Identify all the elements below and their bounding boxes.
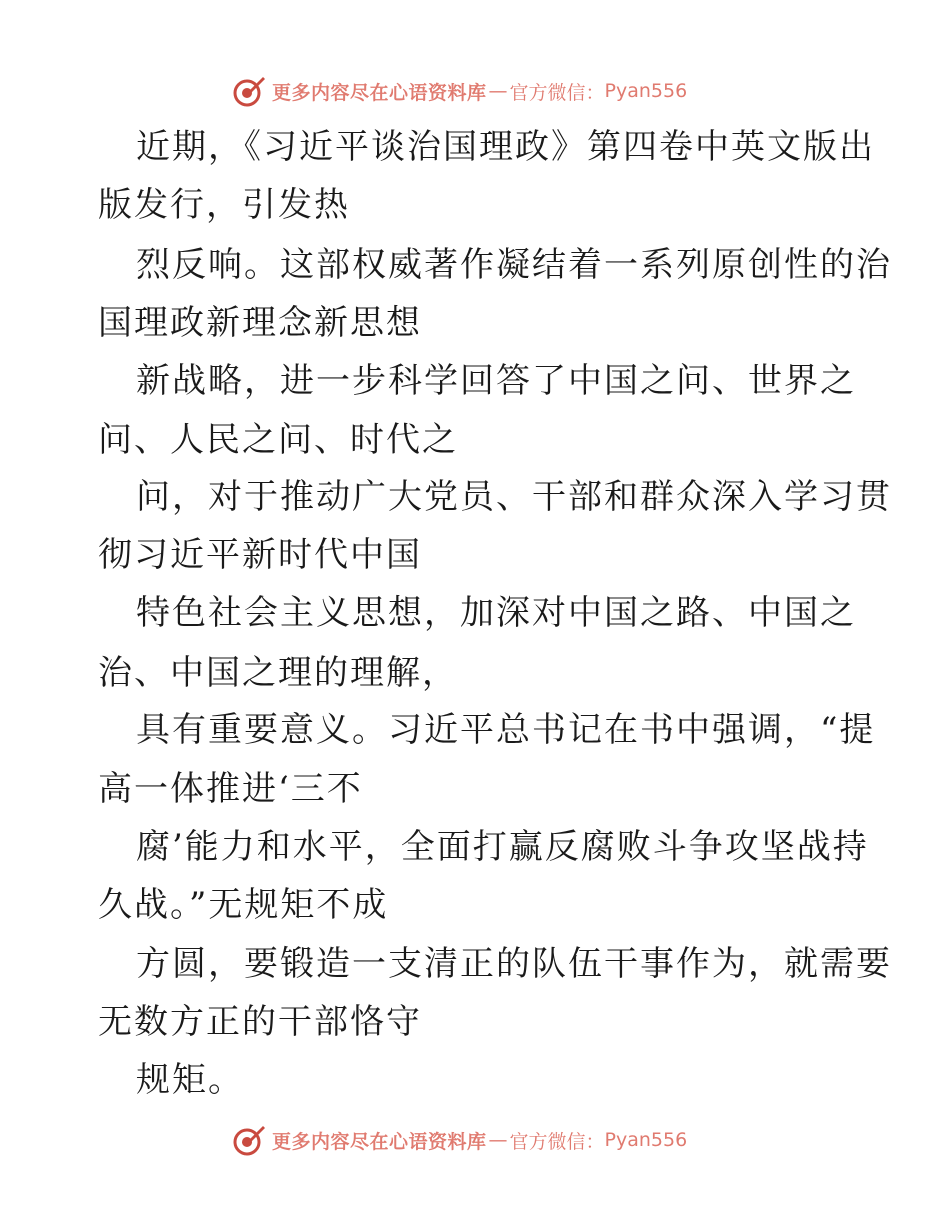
body-line: 腐’能力和水平，全面打赢反腐败斗争攻坚战持 <box>136 827 869 867</box>
body-line: 久战。”无规矩不成 <box>98 885 389 925</box>
body-line: 近期，《习近平谈治国理政》第四卷中英文版出 <box>136 127 875 167</box>
body-line: 方圆，要锻造一支清正的队伍干事作为，就需要 <box>136 944 892 984</box>
body-line: 具有重要意义。习近平总书记在书中强调，“提 <box>136 710 876 750</box>
body-line: 高一体推进‘三不 <box>98 769 363 809</box>
body-line: 无数方正的干部恪守 <box>98 1002 422 1042</box>
brand-text: 更多内容尽在心语资料库 <box>272 1130 487 1153</box>
wechat-id: Pyan556 <box>604 80 688 102</box>
body-line: 问、人民之问、时代之 <box>98 420 458 460</box>
separator: — <box>488 1129 508 1151</box>
body-line: 规矩。 <box>136 1060 244 1100</box>
pen-logo-icon <box>232 1123 266 1157</box>
wechat-label: 官方微信： <box>509 1130 605 1153</box>
brand-text: 更多内容尽在心语资料库 <box>272 81 487 104</box>
wechat-label: 官方微信： <box>509 81 605 104</box>
separator: — <box>488 80 508 102</box>
header-watermark <box>232 71 687 111</box>
body-line: 版发行，引发热 <box>98 185 350 225</box>
wechat-id: Pyan556 <box>604 1129 688 1151</box>
body-line: 特色社会主义思想，加深对中国之路、中国之 <box>136 593 856 633</box>
body-line: 国理政新理念新思想 <box>98 303 422 343</box>
body-line: 治、中国之理的理解， <box>98 653 458 693</box>
body-line: 新战略，进一步科学回答了中国之问、世界之 <box>136 361 856 401</box>
body-line: 问，对于推动广大党员、干部和群众深入学习贯 <box>136 477 892 517</box>
pen-logo-icon <box>232 74 266 108</box>
body-line: 彻习近平新时代中国 <box>98 535 422 575</box>
footer-watermark <box>232 1120 687 1160</box>
body-line: 烈反响。这部权威著作凝结着一系列原创性的治 <box>136 245 892 285</box>
